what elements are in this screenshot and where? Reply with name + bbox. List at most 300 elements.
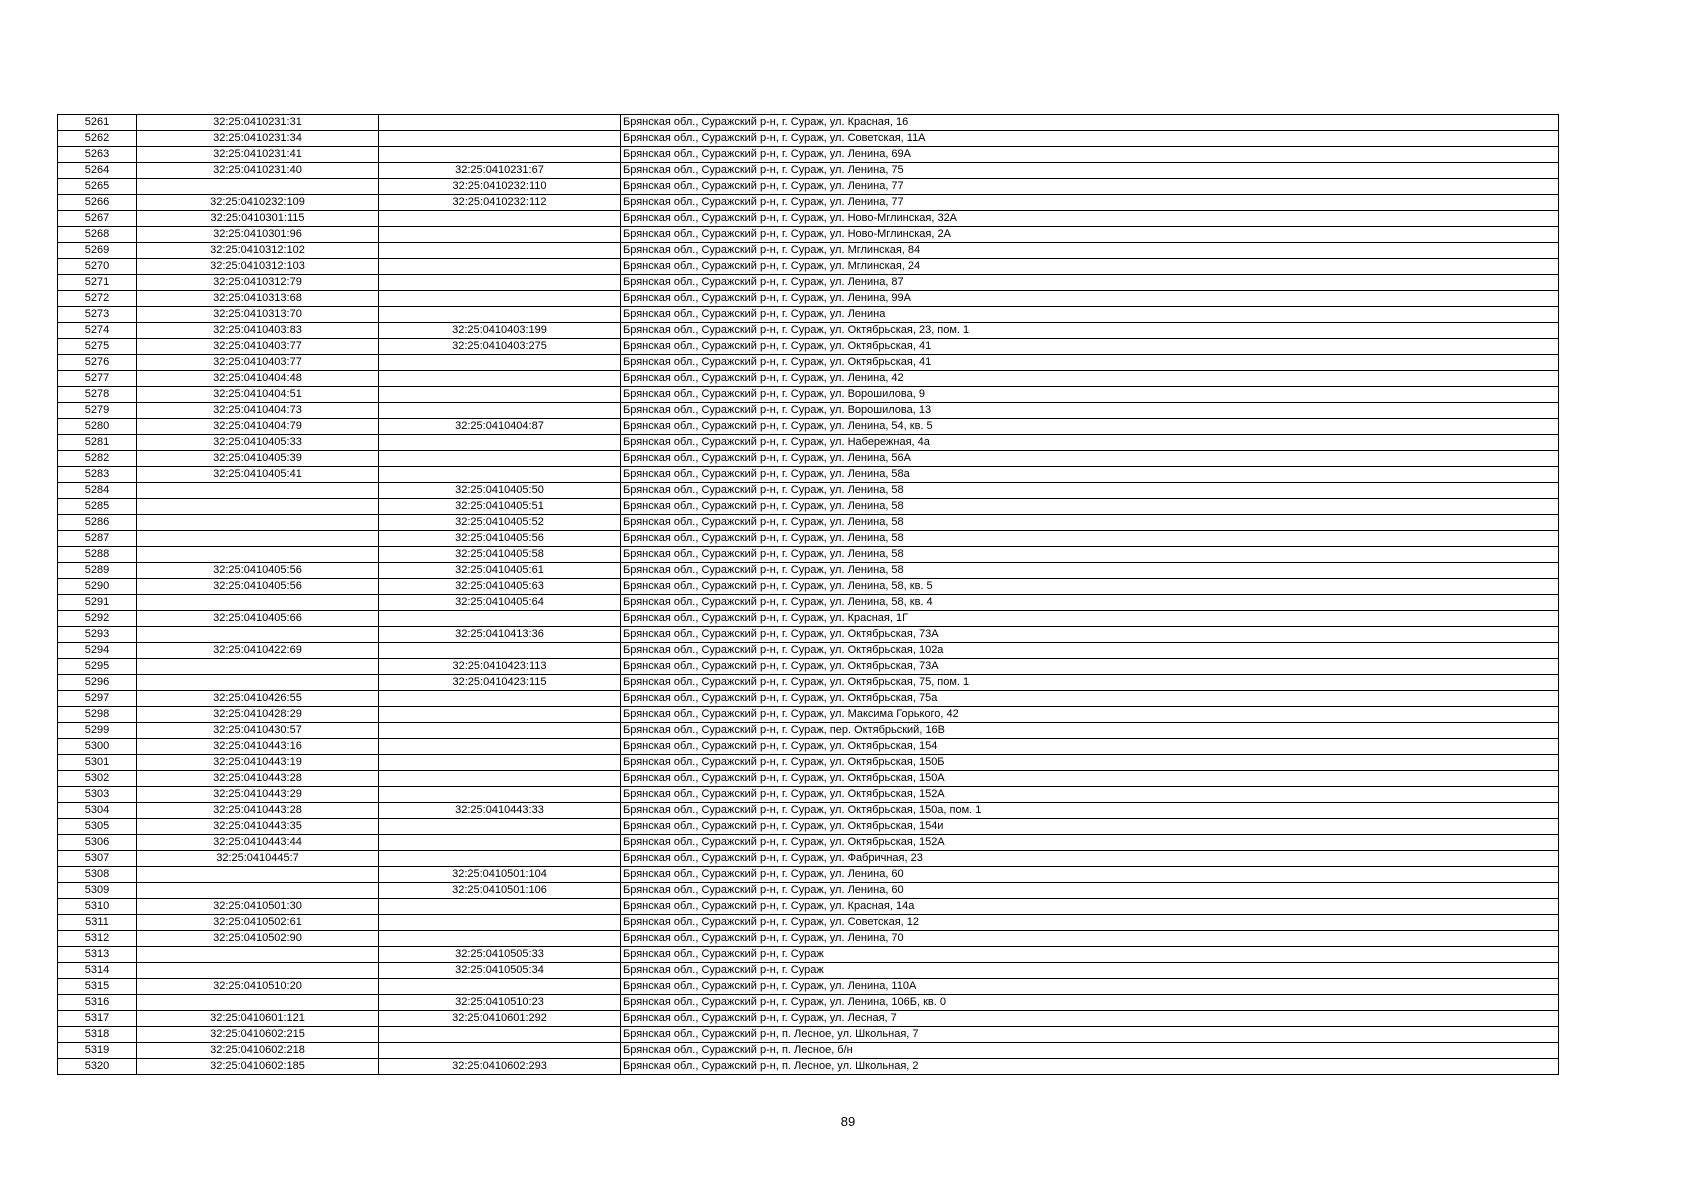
cadastral-number-cell: 32:25:0410405:56 (137, 563, 379, 579)
row-number-cell: 5314 (58, 963, 137, 979)
address-cell: Брянская обл., Суражский р-н, г. Сураж, ул. Ново-Мглинская, 2А (621, 227, 1559, 243)
table-body (58, 115, 1559, 1075)
address-cell: Брянская обл., Суражский р-н, г. Сураж, ул. Ленина, 75 (621, 163, 1559, 179)
cadastral-number-cell: 32:25:0410405:41 (137, 467, 379, 483)
object-cadastral-number-cell: 32:25:0410405:61 (379, 563, 621, 579)
address-cell: Брянская обл., Суражский р-н, г. Сураж, ул. Лесная, 7 (621, 1011, 1559, 1027)
object-cadastral-number-cell (379, 611, 621, 627)
object-cadastral-number-cell: 32:25:0410423:113 (379, 659, 621, 675)
row-number-cell: 5272 (58, 291, 137, 307)
object-cadastral-number-cell: 32:25:0410405:52 (379, 515, 621, 531)
cadastral-number-cell: 32:25:0410312:102 (137, 243, 379, 259)
cadastral-number-cell: 32:25:0410422:69 (137, 643, 379, 659)
address-cell: Брянская обл., Суражский р-н, г. Сураж, ул. Октябрьская, 150А (621, 771, 1559, 787)
cadastral-number-cell (137, 595, 379, 611)
cadastral-number-cell: 32:25:0410602:185 (137, 1059, 379, 1075)
row-number-cell: 5295 (58, 659, 137, 675)
table-row (58, 675, 1559, 691)
address-cell: Брянская обл., Суражский р-н, г. Сураж, ул. Ленина, 58 (621, 531, 1559, 547)
table-row (58, 467, 1559, 483)
table-row (58, 755, 1559, 771)
cadastral-number-cell: 32:25:0410502:90 (137, 931, 379, 947)
row-number-cell: 5315 (58, 979, 137, 995)
object-cadastral-number-cell (379, 227, 621, 243)
object-cadastral-number-cell: 32:25:0410405:51 (379, 499, 621, 515)
row-number-cell: 5299 (58, 723, 137, 739)
address-cell: Брянская обл., Суражский р-н, г. Сураж, ул. Мглинская, 24 (621, 259, 1559, 275)
table-row (58, 179, 1559, 195)
row-number-cell: 5263 (58, 147, 137, 163)
row-number-cell: 5288 (58, 547, 137, 563)
cadastral-number-cell: 32:25:0410231:41 (137, 147, 379, 163)
cadastral-number-cell: 32:25:0410312:103 (137, 259, 379, 275)
row-number-cell: 5308 (58, 867, 137, 883)
row-number-cell: 5277 (58, 371, 137, 387)
row-number-cell: 5307 (58, 851, 137, 867)
row-number-cell: 5294 (58, 643, 137, 659)
object-cadastral-number-cell: 32:25:0410505:34 (379, 963, 621, 979)
cadastral-number-cell (137, 947, 379, 963)
table-row (58, 483, 1559, 499)
object-cadastral-number-cell (379, 979, 621, 995)
row-number-cell: 5285 (58, 499, 137, 515)
table-row (58, 291, 1559, 307)
cadastral-number-cell: 32:25:0410601:121 (137, 1011, 379, 1027)
row-number-cell: 5275 (58, 339, 137, 355)
table-row (58, 323, 1559, 339)
table-row (58, 435, 1559, 451)
table-row (58, 563, 1559, 579)
object-cadastral-number-cell (379, 275, 621, 291)
table-row (58, 963, 1559, 979)
table-row (58, 835, 1559, 851)
object-cadastral-number-cell (379, 643, 621, 659)
row-number-cell: 5276 (58, 355, 137, 371)
object-cadastral-number-cell (379, 355, 621, 371)
row-number-cell: 5271 (58, 275, 137, 291)
cadastral-number-cell: 32:25:0410313:70 (137, 307, 379, 323)
address-cell: Брянская обл., Суражский р-н, г. Сураж, ул. Ленина, 58 (621, 515, 1559, 531)
object-cadastral-number-cell: 32:25:0410404:87 (379, 419, 621, 435)
address-cell: Брянская обл., Суражский р-н, г. Сураж, ул. Красная, 1Г (621, 611, 1559, 627)
object-cadastral-number-cell: 32:25:0410423:115 (379, 675, 621, 691)
row-number-cell: 5316 (58, 995, 137, 1011)
object-cadastral-number-cell (379, 787, 621, 803)
object-cadastral-number-cell (379, 435, 621, 451)
table-row (58, 627, 1559, 643)
cadastral-number-cell: 32:25:0410501:30 (137, 899, 379, 915)
row-number-cell: 5262 (58, 131, 137, 147)
cadastral-number-cell: 32:25:0410443:29 (137, 787, 379, 803)
cadastral-number-cell: 32:25:0410404:79 (137, 419, 379, 435)
object-cadastral-number-cell: 32:25:0410443:33 (379, 803, 621, 819)
cadastral-number-cell: 32:25:0410426:55 (137, 691, 379, 707)
object-cadastral-number-cell (379, 131, 621, 147)
row-number-cell: 5274 (58, 323, 137, 339)
address-cell: Брянская обл., Суражский р-н, г. Сураж, ул. Ленина, 42 (621, 371, 1559, 387)
table-row (58, 723, 1559, 739)
row-number-cell: 5310 (58, 899, 137, 915)
address-cell: Брянская обл., Суражский р-н, г. Сураж, ул. Ленина, 58, кв. 4 (621, 595, 1559, 611)
address-cell: Брянская обл., Суражский р-н, г. Сураж, ул. Октябрьская, 150Б (621, 755, 1559, 771)
object-cadastral-number-cell (379, 211, 621, 227)
address-cell: Брянская обл., Суражский р-н, г. Сураж, ул. Ленина, 58 (621, 563, 1559, 579)
object-cadastral-number-cell: 32:25:0410232:112 (379, 195, 621, 211)
address-cell: Брянская обл., Суражский р-н, г. Сураж, ул. Советская, 11А (621, 131, 1559, 147)
address-cell: Брянская обл., Суражский р-н, г. Сураж, ул. Ново-Мглинская, 32А (621, 211, 1559, 227)
address-cell: Брянская обл., Суражский р-н, г. Сураж, ул. Ленина (621, 307, 1559, 323)
table-row (58, 739, 1559, 755)
object-cadastral-number-cell: 32:25:0410501:106 (379, 883, 621, 899)
object-cadastral-number-cell (379, 755, 621, 771)
cadastral-number-cell: 32:25:0410443:35 (137, 819, 379, 835)
address-cell: Брянская обл., Суражский р-н, г. Сураж, ул. Октябрьская, 73А (621, 659, 1559, 675)
table-row (58, 1059, 1559, 1075)
cadastral-number-cell (137, 179, 379, 195)
table-row (58, 211, 1559, 227)
table-row (58, 1027, 1559, 1043)
cadastral-number-cell: 32:25:0410403:77 (137, 339, 379, 355)
table-row (58, 147, 1559, 163)
table-row (58, 883, 1559, 899)
object-cadastral-number-cell (379, 147, 621, 163)
address-cell: Брянская обл., Суражский р-н, г. Сураж, ул. Октябрьская, 73А (621, 627, 1559, 643)
table-row (58, 1043, 1559, 1059)
object-cadastral-number-cell (379, 371, 621, 387)
table-row (58, 867, 1559, 883)
row-number-cell: 5318 (58, 1027, 137, 1043)
address-cell: Брянская обл., Суражский р-н, п. Лесное, б/н (621, 1043, 1559, 1059)
object-cadastral-number-cell: 32:25:0410601:292 (379, 1011, 621, 1027)
address-cell: Брянская обл., Суражский р-н, г. Сураж, ул. Ворошилова, 13 (621, 403, 1559, 419)
object-cadastral-number-cell (379, 899, 621, 915)
address-cell: Брянская обл., Суражский р-н, г. Сураж, ул. Ленина, 56А (621, 451, 1559, 467)
address-cell: Брянская обл., Суражский р-н, г. Сураж, ул. Октябрьская, 152А (621, 787, 1559, 803)
cadastral-number-cell: 32:25:0410313:68 (137, 291, 379, 307)
row-number-cell: 5293 (58, 627, 137, 643)
cadastral-number-cell: 32:25:0410510:20 (137, 979, 379, 995)
table-row (58, 931, 1559, 947)
address-cell: Брянская обл., Суражский р-н, п. Лесное, ул. Школьная, 2 (621, 1059, 1559, 1075)
object-cadastral-number-cell: 32:25:0410602:293 (379, 1059, 621, 1075)
cadastral-number-cell: 32:25:0410231:31 (137, 115, 379, 131)
row-number-cell: 5280 (58, 419, 137, 435)
registry-table (57, 114, 1559, 1075)
address-cell: Брянская обл., Суражский р-н, г. Сураж, ул. Октябрьская, 23, пом. 1 (621, 323, 1559, 339)
cadastral-number-cell (137, 995, 379, 1011)
object-cadastral-number-cell (379, 467, 621, 483)
table-row (58, 451, 1559, 467)
object-cadastral-number-cell (379, 771, 621, 787)
cadastral-number-cell: 32:25:0410404:51 (137, 387, 379, 403)
address-cell: Брянская обл., Суражский р-н, п. Лесное, ул. Школьная, 7 (621, 1027, 1559, 1043)
object-cadastral-number-cell (379, 707, 621, 723)
row-number-cell: 5311 (58, 915, 137, 931)
object-cadastral-number-cell: 32:25:0410405:50 (379, 483, 621, 499)
row-number-cell: 5279 (58, 403, 137, 419)
cadastral-number-cell: 32:25:0410232:109 (137, 195, 379, 211)
cadastral-number-cell (137, 659, 379, 675)
object-cadastral-number-cell (379, 819, 621, 835)
cadastral-number-cell (137, 515, 379, 531)
cadastral-number-cell: 32:25:0410445:7 (137, 851, 379, 867)
row-number-cell: 5273 (58, 307, 137, 323)
row-number-cell: 5313 (58, 947, 137, 963)
object-cadastral-number-cell (379, 931, 621, 947)
object-cadastral-number-cell (379, 307, 621, 323)
table-row (58, 771, 1559, 787)
table-row (58, 787, 1559, 803)
row-number-cell: 5302 (58, 771, 137, 787)
address-cell: Брянская обл., Суражский р-н, г. Сураж, ул. Советская, 12 (621, 915, 1559, 931)
object-cadastral-number-cell (379, 915, 621, 931)
address-cell: Брянская обл., Суражский р-н, г. Сураж, ул. Ленина, 60 (621, 883, 1559, 899)
table-row (58, 819, 1559, 835)
cadastral-number-cell: 32:25:0410231:40 (137, 163, 379, 179)
object-cadastral-number-cell (379, 259, 621, 275)
address-cell: Брянская обл., Суражский р-н, г. Сураж, ул. Мглинская, 84 (621, 243, 1559, 259)
address-cell: Брянская обл., Суражский р-н, г. Сураж, ул. Ленина, 58 (621, 499, 1559, 515)
cadastral-number-cell: 32:25:0410403:77 (137, 355, 379, 371)
object-cadastral-number-cell: 32:25:0410413:36 (379, 627, 621, 643)
object-cadastral-number-cell: 32:25:0410405:58 (379, 547, 621, 563)
page-number: 89 (840, 1114, 856, 1129)
table-row (58, 131, 1559, 147)
object-cadastral-number-cell: 32:25:0410501:104 (379, 867, 621, 883)
cadastral-number-cell (137, 883, 379, 899)
table-row (58, 499, 1559, 515)
table-row (58, 355, 1559, 371)
row-number-cell: 5286 (58, 515, 137, 531)
object-cadastral-number-cell (379, 691, 621, 707)
table-row (58, 899, 1559, 915)
row-number-cell: 5301 (58, 755, 137, 771)
table-row (58, 227, 1559, 243)
table-row (58, 707, 1559, 723)
address-cell: Брянская обл., Суражский р-н, г. Сураж, ул. Ленина, 60 (621, 867, 1559, 883)
address-cell: Брянская обл., Суражский р-н, г. Сураж, ул. Ленина, 87 (621, 275, 1559, 291)
address-cell: Брянская обл., Суражский р-н, г. Сураж, ул. Ленина, 54, кв. 5 (621, 419, 1559, 435)
row-number-cell: 5270 (58, 259, 137, 275)
cadastral-number-cell: 32:25:0410405:33 (137, 435, 379, 451)
object-cadastral-number-cell (379, 739, 621, 755)
row-number-cell: 5300 (58, 739, 137, 755)
address-cell: Брянская обл., Суражский р-н, г. Сураж (621, 963, 1559, 979)
row-number-cell: 5303 (58, 787, 137, 803)
cadastral-number-cell (137, 499, 379, 515)
row-number-cell: 5261 (58, 115, 137, 131)
address-cell: Брянская обл., Суражский р-н, г. Сураж, ул. Октябрьская, 154и (621, 819, 1559, 835)
address-cell: Брянская обл., Суражский р-н, г. Сураж, ул. Набережная, 4а (621, 435, 1559, 451)
address-cell: Брянская обл., Суражский р-н, г. Сураж (621, 947, 1559, 963)
row-number-cell: 5298 (58, 707, 137, 723)
cadastral-number-cell: 32:25:0410443:28 (137, 803, 379, 819)
cadastral-number-cell: 32:25:0410443:44 (137, 835, 379, 851)
table-row (58, 659, 1559, 675)
object-cadastral-number-cell (379, 243, 621, 259)
table-row (58, 531, 1559, 547)
table-row (58, 115, 1559, 131)
table-row (58, 915, 1559, 931)
object-cadastral-number-cell (379, 291, 621, 307)
address-cell: Брянская обл., Суражский р-н, г. Сураж, ул. Ленина, 58а (621, 467, 1559, 483)
row-number-cell: 5268 (58, 227, 137, 243)
cadastral-number-cell: 32:25:0410602:218 (137, 1043, 379, 1059)
object-cadastral-number-cell (379, 403, 621, 419)
table-row (58, 371, 1559, 387)
row-number-cell: 5296 (58, 675, 137, 691)
row-number-cell: 5284 (58, 483, 137, 499)
cadastral-number-cell: 32:25:0410502:61 (137, 915, 379, 931)
cadastral-number-cell: 32:25:0410405:66 (137, 611, 379, 627)
cadastral-number-cell: 32:25:0410443:16 (137, 739, 379, 755)
cadastral-number-cell: 32:25:0410404:48 (137, 371, 379, 387)
row-number-cell: 5320 (58, 1059, 137, 1075)
cadastral-number-cell: 32:25:0410443:28 (137, 771, 379, 787)
row-number-cell: 5306 (58, 835, 137, 851)
object-cadastral-number-cell: 32:25:0410510:23 (379, 995, 621, 1011)
object-cadastral-number-cell: 32:25:0410505:33 (379, 947, 621, 963)
address-cell: Брянская обл., Суражский р-н, г. Сураж, ул. Октябрьская, 102а (621, 643, 1559, 659)
row-number-cell: 5319 (58, 1043, 137, 1059)
address-cell: Брянская обл., Суражский р-н, г. Сураж, ул. Ленина, 99А (621, 291, 1559, 307)
row-number-cell: 5278 (58, 387, 137, 403)
object-cadastral-number-cell: 32:25:0410231:67 (379, 163, 621, 179)
row-number-cell: 5297 (58, 691, 137, 707)
row-number-cell: 5292 (58, 611, 137, 627)
row-number-cell: 5283 (58, 467, 137, 483)
table-row (58, 259, 1559, 275)
table-row (58, 195, 1559, 211)
table-row (58, 611, 1559, 627)
table-row (58, 339, 1559, 355)
object-cadastral-number-cell (379, 1043, 621, 1059)
row-number-cell: 5282 (58, 451, 137, 467)
address-cell: Брянская обл., Суражский р-н, г. Сураж, ул. Ленина, 70 (621, 931, 1559, 947)
object-cadastral-number-cell: 32:25:0410405:56 (379, 531, 621, 547)
table-row (58, 163, 1559, 179)
row-number-cell: 5305 (58, 819, 137, 835)
table-row (58, 243, 1559, 259)
address-cell: Брянская обл., Суражский р-н, г. Сураж, ул. Ленина, 58 (621, 547, 1559, 563)
row-number-cell: 5304 (58, 803, 137, 819)
address-cell: Брянская обл., Суражский р-н, г. Сураж, ул. Красная, 16 (621, 115, 1559, 131)
cadastral-number-cell: 32:25:0410403:83 (137, 323, 379, 339)
address-cell: Брянская обл., Суражский р-н, г. Сураж, ул. Ленина, 110А (621, 979, 1559, 995)
cadastral-number-cell (137, 963, 379, 979)
row-number-cell: 5290 (58, 579, 137, 595)
address-cell: Брянская обл., Суражский р-н, г. Сураж, ул. Ленина, 69А (621, 147, 1559, 163)
row-number-cell: 5291 (58, 595, 137, 611)
address-cell: Брянская обл., Суражский р-н, г. Сураж, ул. Ленина, 58 (621, 483, 1559, 499)
cadastral-number-cell: 32:25:0410602:215 (137, 1027, 379, 1043)
table-row (58, 515, 1559, 531)
address-cell: Брянская обл., Суражский р-н, г. Сураж, ул. Октябрьская, 152А (621, 835, 1559, 851)
address-cell: Брянская обл., Суражский р-н, г. Сураж, ул. Ленина, 77 (621, 195, 1559, 211)
row-number-cell: 5281 (58, 435, 137, 451)
cadastral-number-cell: 32:25:0410301:96 (137, 227, 379, 243)
cadastral-number-cell (137, 531, 379, 547)
table-row (58, 947, 1559, 963)
object-cadastral-number-cell (379, 851, 621, 867)
address-cell: Брянская обл., Суражский р-н, г. Сураж, ул. Фабричная, 23 (621, 851, 1559, 867)
table-row (58, 579, 1559, 595)
row-number-cell: 5287 (58, 531, 137, 547)
row-number-cell: 5289 (58, 563, 137, 579)
table-row (58, 691, 1559, 707)
table-row (58, 979, 1559, 995)
row-number-cell: 5317 (58, 1011, 137, 1027)
table-row (58, 403, 1559, 419)
address-cell: Брянская обл., Суражский р-н, г. Сураж, ул. Ленина, 106Б, кв. 0 (621, 995, 1559, 1011)
address-cell: Брянская обл., Суражский р-н, г. Сураж, ул. Максима Горького, 42 (621, 707, 1559, 723)
row-number-cell: 5265 (58, 179, 137, 195)
row-number-cell: 5264 (58, 163, 137, 179)
row-number-cell: 5312 (58, 931, 137, 947)
row-number-cell: 5266 (58, 195, 137, 211)
table-row (58, 643, 1559, 659)
object-cadastral-number-cell: 32:25:0410232:110 (379, 179, 621, 195)
cadastral-number-cell (137, 483, 379, 499)
cadastral-number-cell: 32:25:0410405:56 (137, 579, 379, 595)
cadastral-number-cell: 32:25:0410443:19 (137, 755, 379, 771)
table-row (58, 595, 1559, 611)
cadastral-number-cell: 32:25:0410405:39 (137, 451, 379, 467)
table-row (58, 547, 1559, 563)
object-cadastral-number-cell (379, 451, 621, 467)
object-cadastral-number-cell: 32:25:0410403:275 (379, 339, 621, 355)
table-row (58, 307, 1559, 323)
address-cell: Брянская обл., Суражский р-н, г. Сураж, ул. Октябрьская, 75а (621, 691, 1559, 707)
address-cell: Брянская обл., Суражский р-н, г. Сураж, ул. Октябрьская, 75, пом. 1 (621, 675, 1559, 691)
cadastral-number-cell: 32:25:0410430:57 (137, 723, 379, 739)
address-cell: Брянская обл., Суражский р-н, г. Сураж, ул. Октябрьская, 41 (621, 339, 1559, 355)
address-cell: Брянская обл., Суражский р-н, г. Сураж, пер. Октябрьский, 16В (621, 723, 1559, 739)
table-row (58, 995, 1559, 1011)
object-cadastral-number-cell (379, 835, 621, 851)
address-cell: Брянская обл., Суражский р-н, г. Сураж, ул. Октябрьская, 41 (621, 355, 1559, 371)
table-row (58, 851, 1559, 867)
table-row (58, 387, 1559, 403)
cadastral-number-cell (137, 867, 379, 883)
cadastral-number-cell: 32:25:0410312:79 (137, 275, 379, 291)
object-cadastral-number-cell: 32:25:0410403:199 (379, 323, 621, 339)
cadastral-number-cell: 32:25:0410428:29 (137, 707, 379, 723)
object-cadastral-number-cell (379, 1027, 621, 1043)
row-number-cell: 5267 (58, 211, 137, 227)
address-cell: Брянская обл., Суражский р-н, г. Сураж, ул. Ленина, 77 (621, 179, 1559, 195)
address-cell: Брянская обл., Суражский р-н, г. Сураж, ул. Красная, 14а (621, 899, 1559, 915)
cadastral-number-cell: 32:25:0410404:73 (137, 403, 379, 419)
object-cadastral-number-cell: 32:25:0410405:63 (379, 579, 621, 595)
object-cadastral-number-cell (379, 387, 621, 403)
row-number-cell: 5309 (58, 883, 137, 899)
address-cell: Брянская обл., Суражский р-н, г. Сураж, ул. Октябрьская, 150а, пом. 1 (621, 803, 1559, 819)
address-cell: Брянская обл., Суражский р-н, г. Сураж, ул. Ленина, 58, кв. 5 (621, 579, 1559, 595)
cadastral-number-cell (137, 547, 379, 563)
address-cell: Брянская обл., Суражский р-н, г. Сураж, ул. Ворошилова, 9 (621, 387, 1559, 403)
table-row (58, 1011, 1559, 1027)
table-row (58, 419, 1559, 435)
cadastral-number-cell: 32:25:0410231:34 (137, 131, 379, 147)
cadastral-number-cell (137, 675, 379, 691)
table-row (58, 803, 1559, 819)
object-cadastral-number-cell (379, 723, 621, 739)
table-row (58, 275, 1559, 291)
cadastral-number-cell: 32:25:0410301:115 (137, 211, 379, 227)
object-cadastral-number-cell: 32:25:0410405:64 (379, 595, 621, 611)
object-cadastral-number-cell (379, 115, 621, 131)
